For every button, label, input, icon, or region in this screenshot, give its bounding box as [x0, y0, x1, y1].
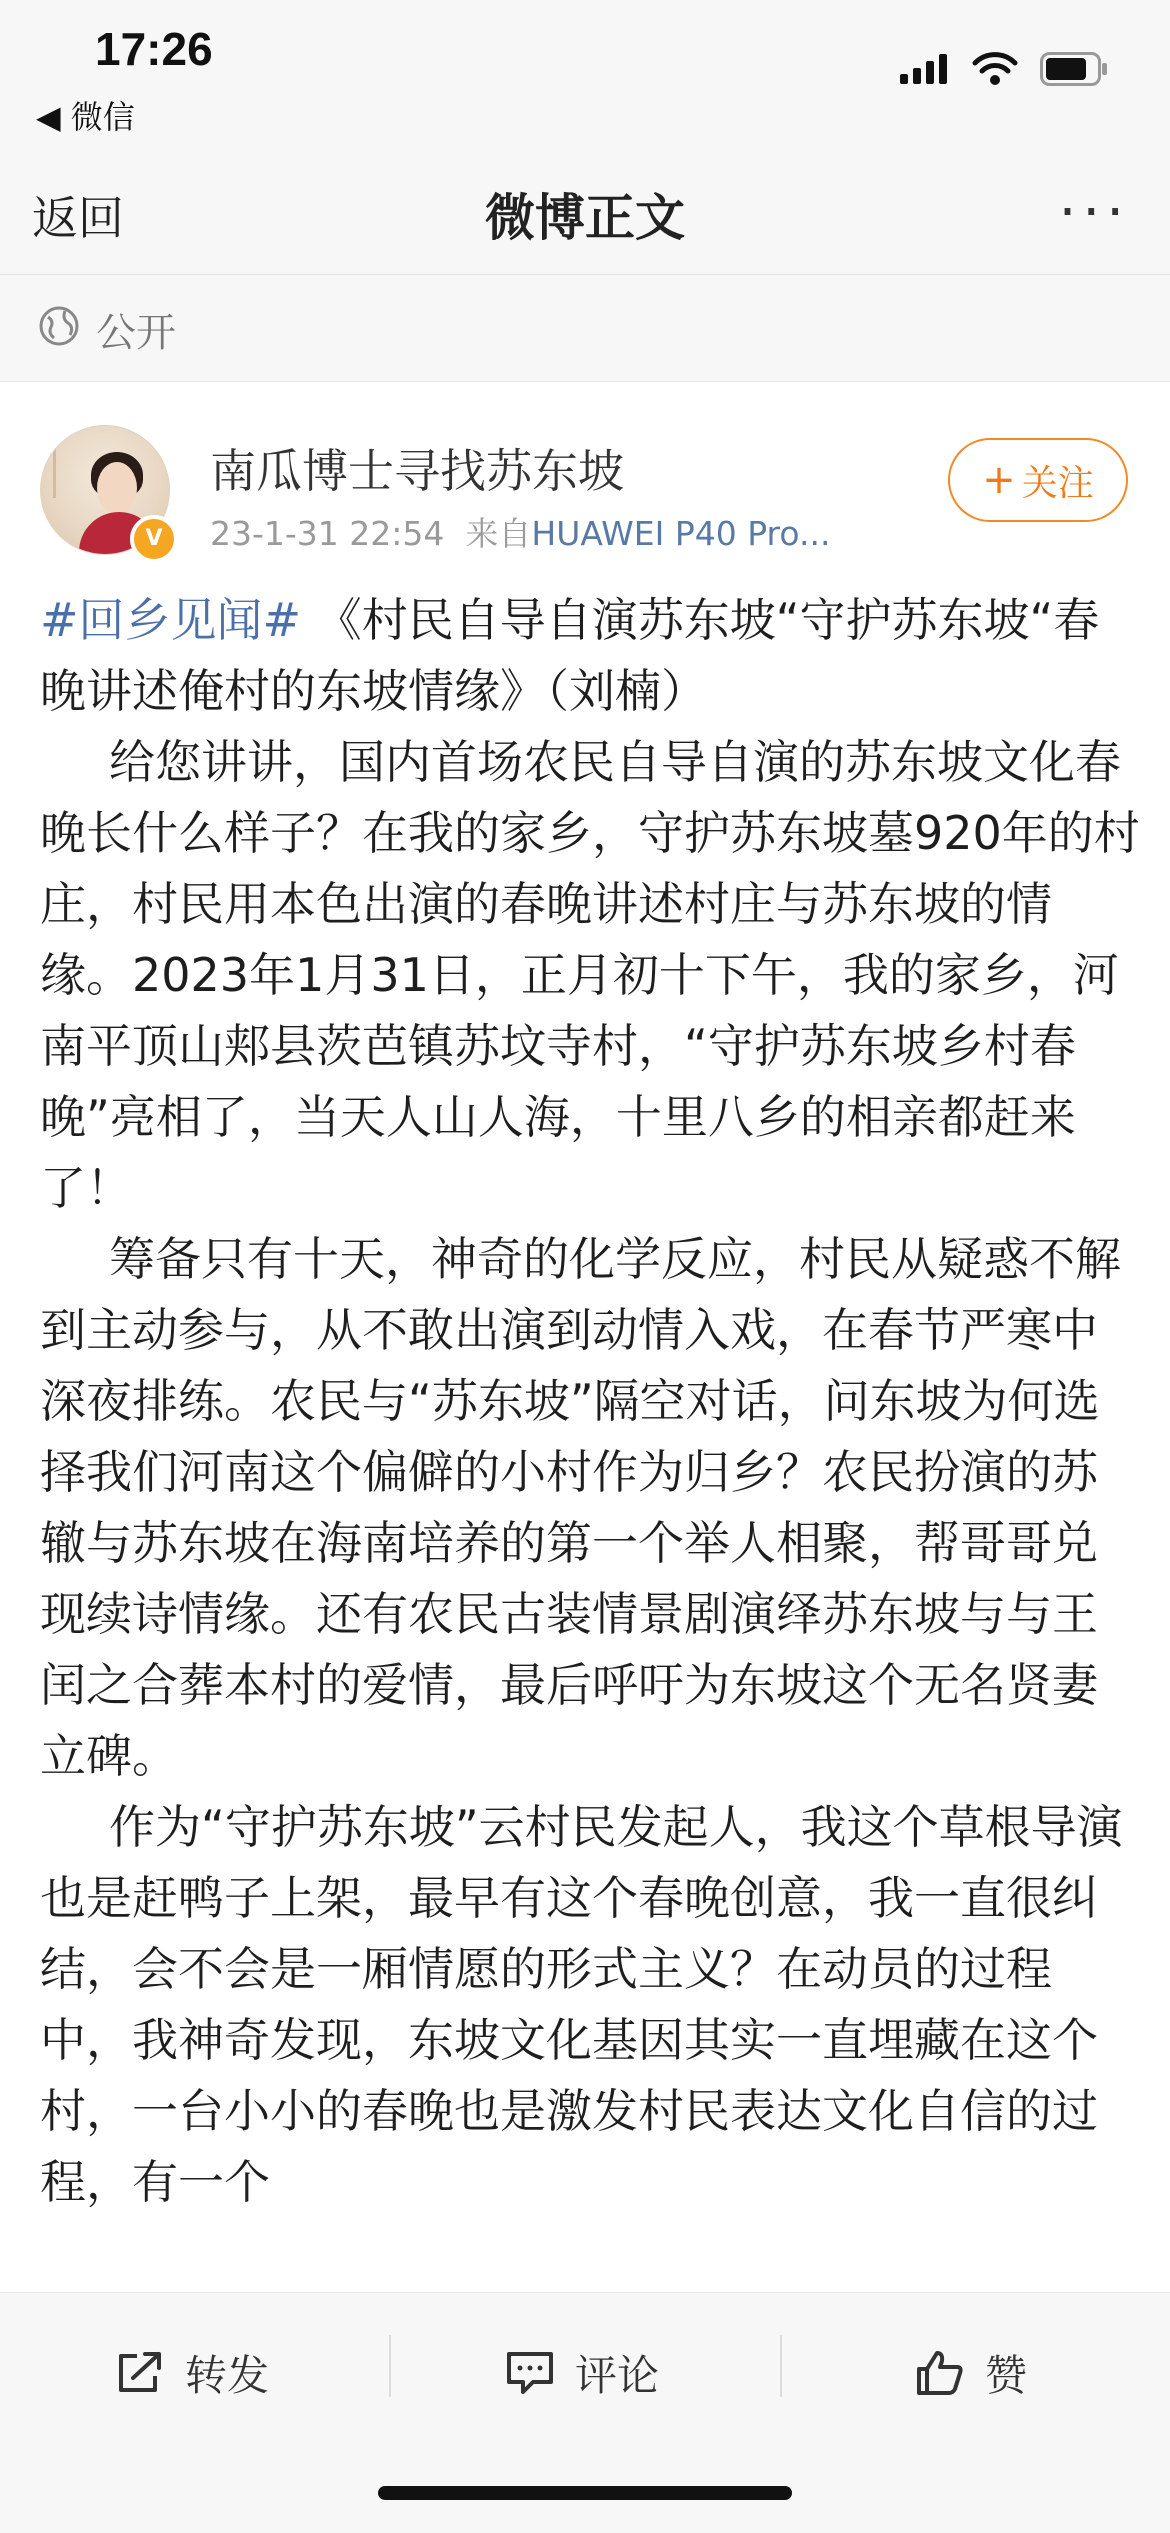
avatar-calligraphy	[53, 448, 96, 498]
source-prefix: 来自	[465, 514, 532, 553]
share-icon	[115, 2350, 165, 2396]
battery-icon	[1040, 52, 1110, 86]
post-paragraph: 给您讲讲，国内首场农民自导自演的苏东坡文化春晚长什么样子？在我的家乡，守护苏东坡墓920年的村庄，村民用本色出演的春晚讲述村庄与苏东坡的情缘。2023年1月31日，正月初十下午，我的家乡，河南平顶山郏县茨芭镇苏坟寺村，“守护苏东坡乡村春晚”亮相了，当天人山人海，十里八乡的相亲都赶来了！	[40, 735, 1140, 1215]
cellular-signal-icon	[900, 54, 950, 84]
status-icons	[900, 52, 1110, 86]
status-bar	[0, 0, 1170, 140]
post-paragraph: 作为“守护苏东坡”云村民发起人，我这个草根导演也是赶鸭子上架，最早有这个春晚创意，我一直很纠结，会不会是一厢情愿的形式主义？在动员的过程中，我神奇发现，东坡文化基因其实一直埋藏在这个村，一台小小的春晚也是激发村民表达文化自信的过程，有一个	[40, 1800, 1123, 2209]
thumbs-up-icon	[915, 2349, 965, 2397]
post-meta	[210, 508, 830, 555]
visibility-label: 公开	[96, 310, 176, 356]
back-to-app-link[interactable]: ◀ 微信	[36, 98, 135, 136]
follow-button[interactable]	[948, 438, 1128, 522]
avatar-face	[97, 462, 137, 514]
verified-badge-icon: V	[130, 515, 178, 563]
divider	[780, 2335, 782, 2397]
like-button[interactable]	[915, 2333, 1027, 2413]
follow-label: 关注	[1021, 462, 1094, 504]
navigation-bar	[0, 140, 1170, 275]
home-indicator[interactable]	[378, 2486, 792, 2500]
plus-icon: +	[982, 457, 1016, 503]
repost-label: 转发	[185, 2351, 270, 2400]
more-options-button[interactable]: ···	[1058, 180, 1130, 245]
author-name[interactable]: 南瓜博士寻找苏东坡	[210, 444, 624, 498]
visibility-row	[0, 275, 1170, 382]
post-title-paragraph	[40, 585, 1140, 727]
post-source[interactable]: HUAWEI P40 Pro...	[531, 514, 831, 553]
back-button[interactable]: 返回	[32, 191, 124, 245]
divider	[389, 2335, 391, 2397]
wifi-icon	[972, 52, 1018, 86]
comment-icon	[505, 2350, 555, 2396]
like-label: 赞	[985, 2351, 1028, 2400]
comment-button[interactable]	[505, 2333, 659, 2413]
comment-label: 评论	[575, 2351, 660, 2400]
post-content	[40, 585, 1140, 2285]
globe-icon	[38, 305, 80, 347]
hashtag-link[interactable]: #回乡见闻#	[40, 593, 302, 647]
page-title: 微博正文	[485, 189, 685, 247]
post-paragraph: 筹备只有十天，神奇的化学反应，村民从疑惑不解到主动参与，从不敢出演到动情入戏，在春节严寒中深夜排练。农民与“苏东坡”隔空对话，问东坡为何选择我们河南这个偏僻的小村作为归乡？农民扮演的苏辙与苏东坡在海南培养的第一个举人相聚，帮哥哥兑现续诗情缘。还有农民古装情景剧演绎苏东坡与与王闰之合葬本村的爱情，最后呼吁为东坡这个无名贤妻立碑。	[40, 1232, 1121, 1783]
status-time: 17:26	[95, 23, 213, 75]
post-title: 《村民自导自演苏东坡“守护苏东坡“春晚讲述俺村的东坡情缘》（刘楠）	[40, 593, 1100, 718]
repost-button[interactable]	[115, 2333, 269, 2413]
post-date: 23-1-31 22:54	[210, 514, 445, 553]
